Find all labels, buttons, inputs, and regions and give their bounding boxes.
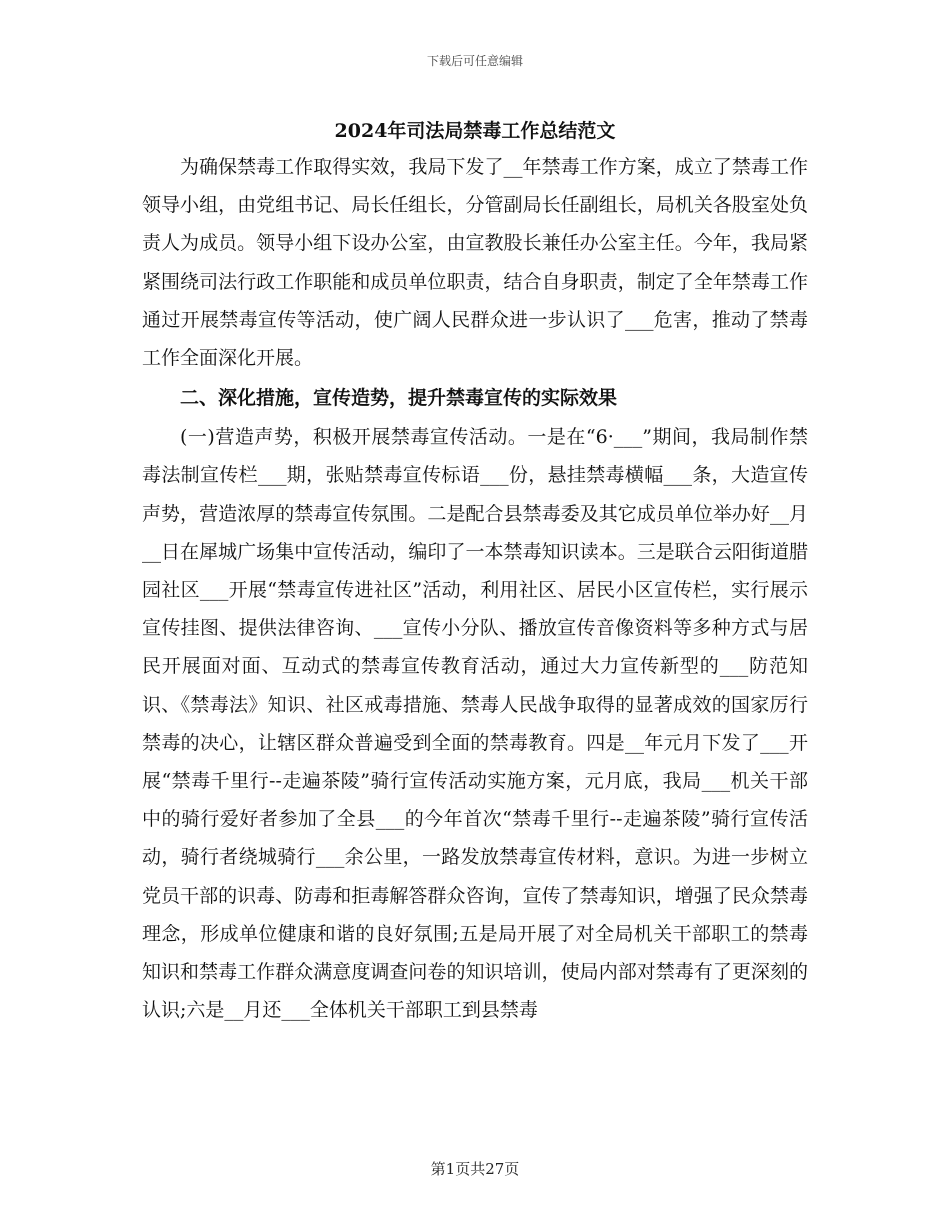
document-body xyxy=(142,114,808,1029)
body-paragraph: (一)营造声势，积极开展禁毒宣传活动。一是在“6·___”期间，我局制作禁毒法制宣传栏___期，张贴禁毒宣传标语___份，悬挂禁毒横幅___条，大造宣传声势，营造浓厚的禁毒宣传氛围。二是配合县禁毒委及其它成员单位举办好__月__日在犀城广场集中宣传活动，编印了一本禁毒知识读本。三是联合云阳街道腊园社区___开展“禁毒宣传进社区”活动，利用社区、居民小区宣传栏，实行展示宣传挂图、提供法律咨询、___宣传小分队、播放宣传音像资料等多种方式与居民开展面对面、互动式的禁毒宣传教育活动，通过大力宣传新型的___防范知识、《禁毒法》知识、社区戒毒措施、禁毒人民战争取得的显著成效的国家厉行禁毒的决心，让辖区群众普遍受到全面的禁毒教育。四是__年元月下发了___开展“禁毒千里行--走遍茶陵”骑行宣传活动实施方案，元月底，我局___机关干部中的骑行爱好者参加了全县___的今年首次“禁毒千里行--走遍茶陵”骑行宣传活动，骑行者绕城骑行___余公里，一路发放禁毒宣传材料，意识。为进一步树立党员干部的识毒、防毒和拒毒解答群众咨询，宣传了禁毒知识，增强了民众禁毒理念，形成单位健康和谐的良好氛围;五是局开展了对全局机关干部职工的禁毒知识和禁毒工作群众满意度调查问卷的知识培训，使局内部对禁毒有了更深刻的认识;六是__月还___全体机关干部职工到县禁毒 xyxy=(142,426,808,1022)
document-title: 2024年司法局禁毒工作总结范文 xyxy=(334,120,616,142)
section-heading: 二、深化措施，宣传造势，提升禁毒宣传的实际效果 xyxy=(180,387,618,410)
page-header-note: 下载后可任意编辑 xyxy=(426,54,523,68)
intro-paragraph: 为确保禁毒工作取得实效，我局下发了__年禁毒工作方案，成立了禁毒工作领导小组，由党组书记、局长任组长，分管副局长任副组长，局机关各股室处负责人为成员。领导小组下设办公室，由宣教股长兼任办公室主任。今年，我局紧紧围绕司法行政工作职能和成员单位职责，结合自身职责，制定了全年禁毒工作通过开展禁毒宣传等活动，使广阔人民群众进一步认识了___危害，推动了禁毒工作全面深化开展。 xyxy=(142,156,808,370)
page-number-footer: 第1页共27页 xyxy=(430,1160,520,1178)
